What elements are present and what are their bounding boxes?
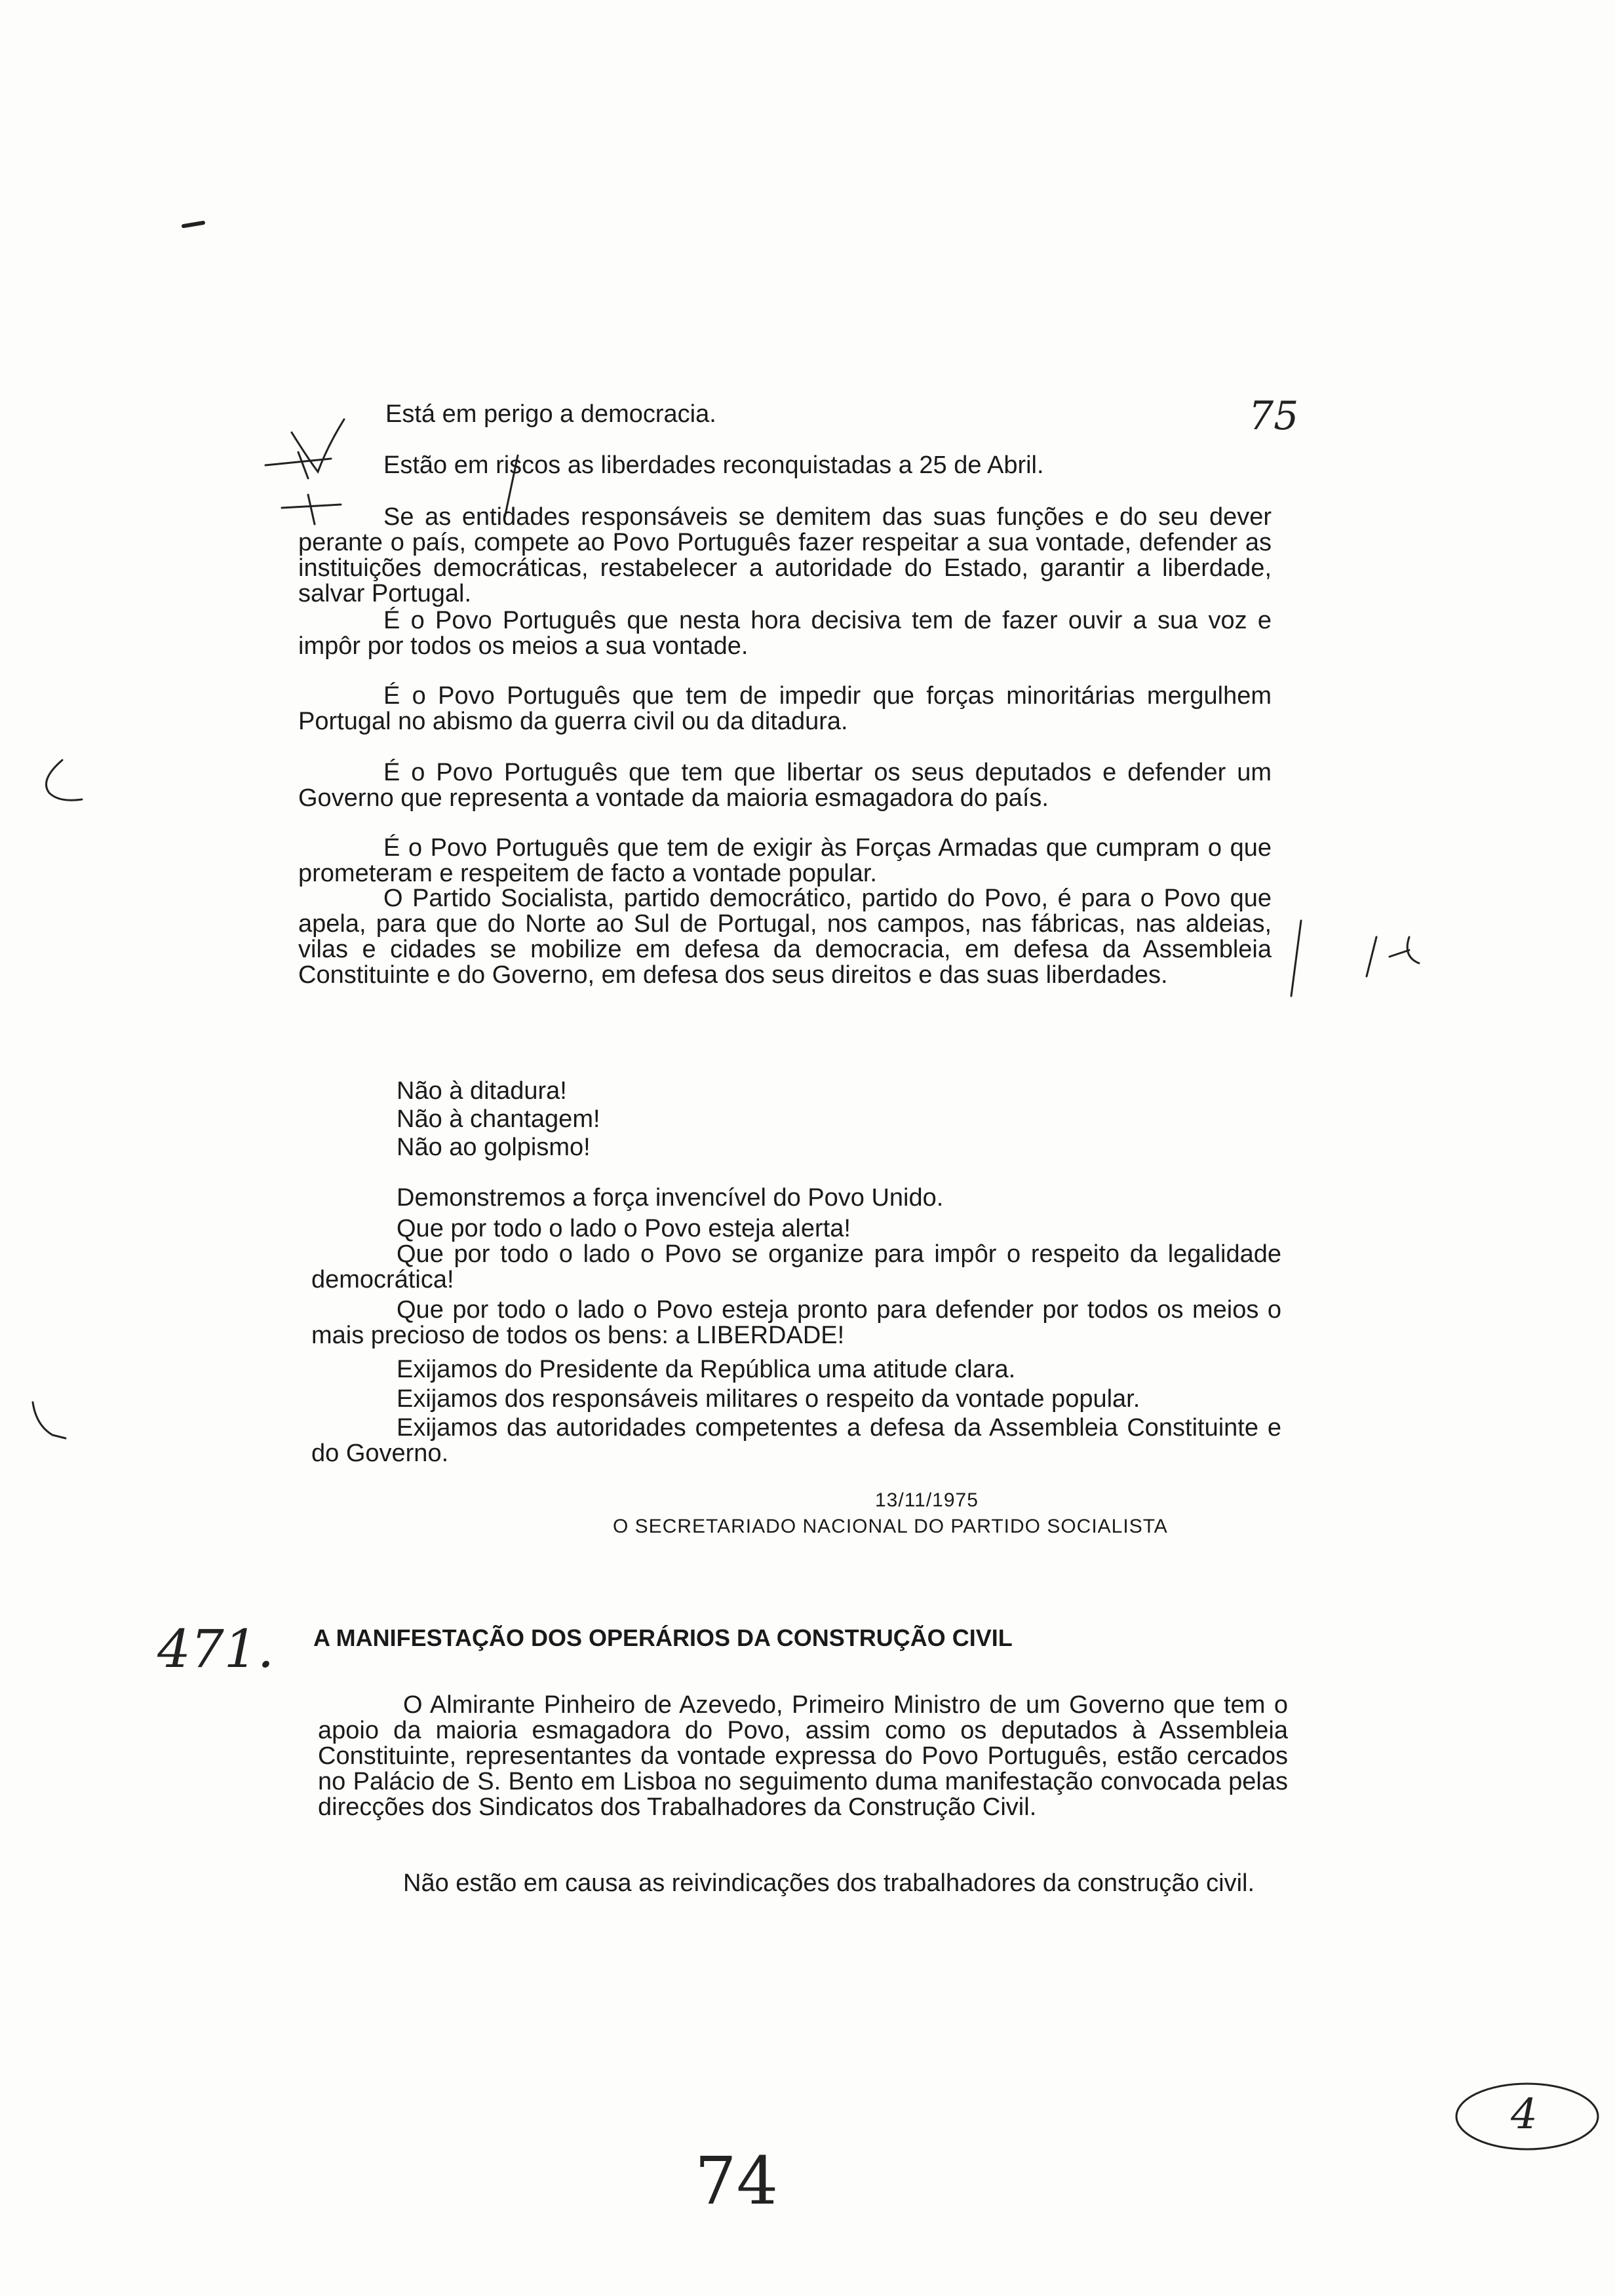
statement-date: 13/11/1975 (875, 1489, 979, 1511)
opening-line: Estão em riscos as liberdades reconquistadas a 25 de Abril. (383, 451, 1044, 479)
statement-signature: O SECRETARIADO NACIONAL DO PARTIDO SOCIALISTA (613, 1516, 1168, 1537)
statement-paragraph: É o Povo Português que tem que libertar os seus deputados e defender um Governo que representa a vontade da maioria esmagadora do país. (298, 759, 1272, 812)
call-paragraph: Que por todo o lado o Povo esteja pronto para defender por todos os meios o mais precioso de todos os bens: a LIBERDADE! (311, 1296, 1281, 1349)
slogan: Não à ditadura! (397, 1077, 567, 1105)
checkmark-mark (292, 419, 344, 472)
page-number: 74 (695, 2143, 779, 2219)
tick-mark (1390, 937, 1419, 963)
call-line: Que por todo o lado o Povo esteja alerta! (397, 1215, 851, 1242)
slogan: Não à chantagem! (397, 1105, 600, 1133)
tick-mark (1367, 937, 1376, 976)
section-title: A MANIFESTAÇÃO DOS OPERÁRIOS DA CONSTRUÇÃO CIVIL (313, 1624, 1013, 1651)
call-line: Exijamos do Presidente da República uma atitude clara. (397, 1356, 1016, 1383)
handwritten-margin-note: 471. (157, 1618, 275, 1679)
slash-mark (1291, 921, 1301, 996)
statement-paragraph: É o Povo Português que nesta hora decisiva tem de fazer ouvir a sua voz e impôr por todos os meios a sua vontade. (298, 607, 1272, 660)
statement-paragraph: Se as entidades responsáveis se demitem das suas funções e do seu dever perante o país, compete ao Povo Português fazer respeitar a sua vontade, defender as instituições democráticas, restabelecer a autoridade do Estado, garantir a liberdade, salvar Portugal. (298, 503, 1272, 607)
bracket-mark (47, 760, 83, 800)
handwritten-number: 75 (1249, 393, 1299, 439)
call-paragraph: Exijamos das autoridades competentes a defesa da Assembleia Constituinte e do Governo. (311, 1414, 1281, 1467)
statement-paragraph: É o Povo Português que tem de exigir às Forças Armadas que cumpram o que prometeram e respeitem de facto a vontade popular. (298, 834, 1272, 887)
call-line: Exijamos dos responsáveis militares o respeito da vontade popular. (397, 1385, 1140, 1413)
section-paragraph: Não estão em causa as reivindicações dos trabalhadores da construção civil. (403, 1869, 1255, 1897)
call-line: Demonstremos a força invencível do Povo Unido. (397, 1184, 944, 1212)
call-paragraph: Que por todo o lado o Povo se organize para impôr o respeito da legalidade democrática! (311, 1240, 1281, 1293)
statement-paragraph: O Partido Socialista, partido democrático, partido do Povo, é para o Povo que apela, para que do Norte ao Sul de Portugal, nos campos, nas fábricas, nas aldeias, vilas e cidades se mobilize em defesa da democracia, em defesa da Assembleia Constituinte e do Governo, em defesa dos seus direitos e das suas liberdades. (298, 885, 1272, 989)
section-paragraph: O Almirante Pinheiro de Azevedo, Primeiro Ministro de um Governo que tem o apoio da maioria esmagadora do Povo, assim como os deputados à Assembleia Constituinte, representantes da vontade expressa do Povo Português, estão cercados no Palácio de S. Bento em Lisboa no seguimento duma manifestação convocada pelas direcções dos Sindicatos dos Trabalhadores da Construção Civil. (318, 1691, 1288, 1821)
statement-paragraph: É o Povo Português que tem de impedir que forças minoritárias mergulhem Portugal no abismo da guerra civil ou da ditadura. (298, 682, 1272, 735)
circled-page-number: 4 (1511, 2090, 1538, 2139)
slogan: Não ao golpismo! (397, 1134, 591, 1161)
bracket-mark (33, 1402, 66, 1438)
opening-line: Está em perigo a democracia. (385, 400, 716, 428)
